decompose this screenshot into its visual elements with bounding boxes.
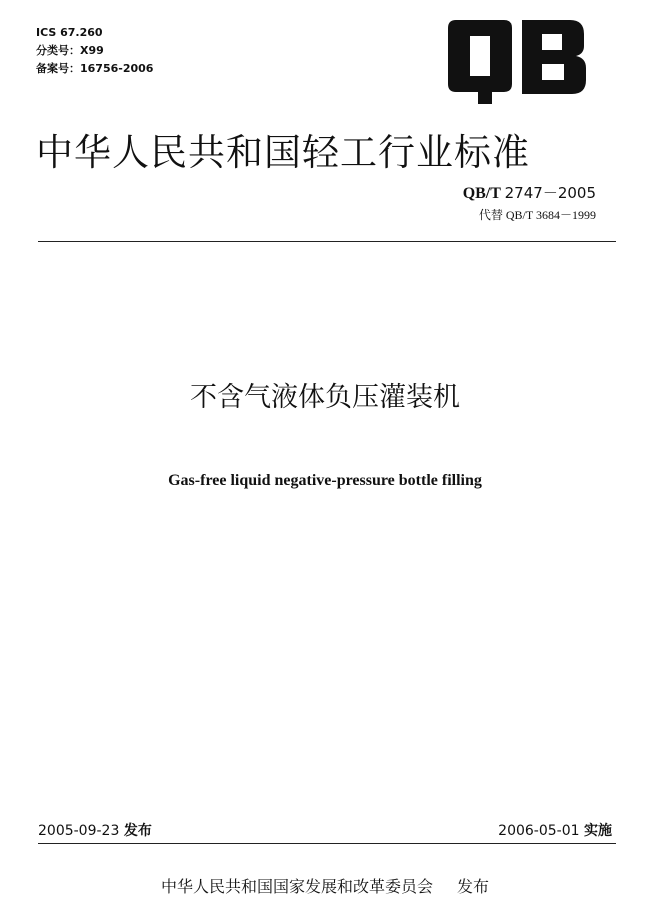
implementation-date-line (498, 820, 612, 840)
implementation-label: 实施 (584, 823, 612, 839)
document-title-chinese: 不含气液体负压灌装机 (190, 382, 460, 413)
publisher-label: 发布 (457, 877, 490, 896)
qb-logo (442, 14, 592, 110)
publisher-name: 中华人民共和国国家发展和改革委员会 (160, 877, 433, 896)
qb-logo-q-glyph (448, 20, 512, 104)
standard-prefix: QB/T (462, 185, 501, 202)
standard-digits: 2747－2005 (504, 184, 596, 202)
document-metadata (36, 24, 153, 78)
replaces-standard: 代替 QB/T 3684－1999 (478, 208, 596, 222)
qb-logo-b-glyph (522, 20, 586, 94)
classification-number: 分类号：X99 (36, 44, 104, 57)
publisher-line (0, 874, 650, 897)
top-divider (38, 241, 616, 242)
issue-date-line (38, 820, 152, 840)
implementation-date: 2006-05-01 (498, 823, 580, 839)
filing-number: 备案号：16756-2006 (36, 62, 154, 75)
standard-number (463, 182, 596, 203)
issue-label: 发布 (123, 823, 152, 839)
issuing-standard-category: 中华人民共和国轻工行业标准 (36, 131, 530, 174)
document-title-english: Gas-free liquid negative-pressure bottle filling (168, 472, 482, 489)
issue-date: 2005-09-23 (38, 823, 120, 839)
ics-code: ICS 67.260 (36, 26, 103, 39)
bottom-divider (38, 843, 616, 844)
